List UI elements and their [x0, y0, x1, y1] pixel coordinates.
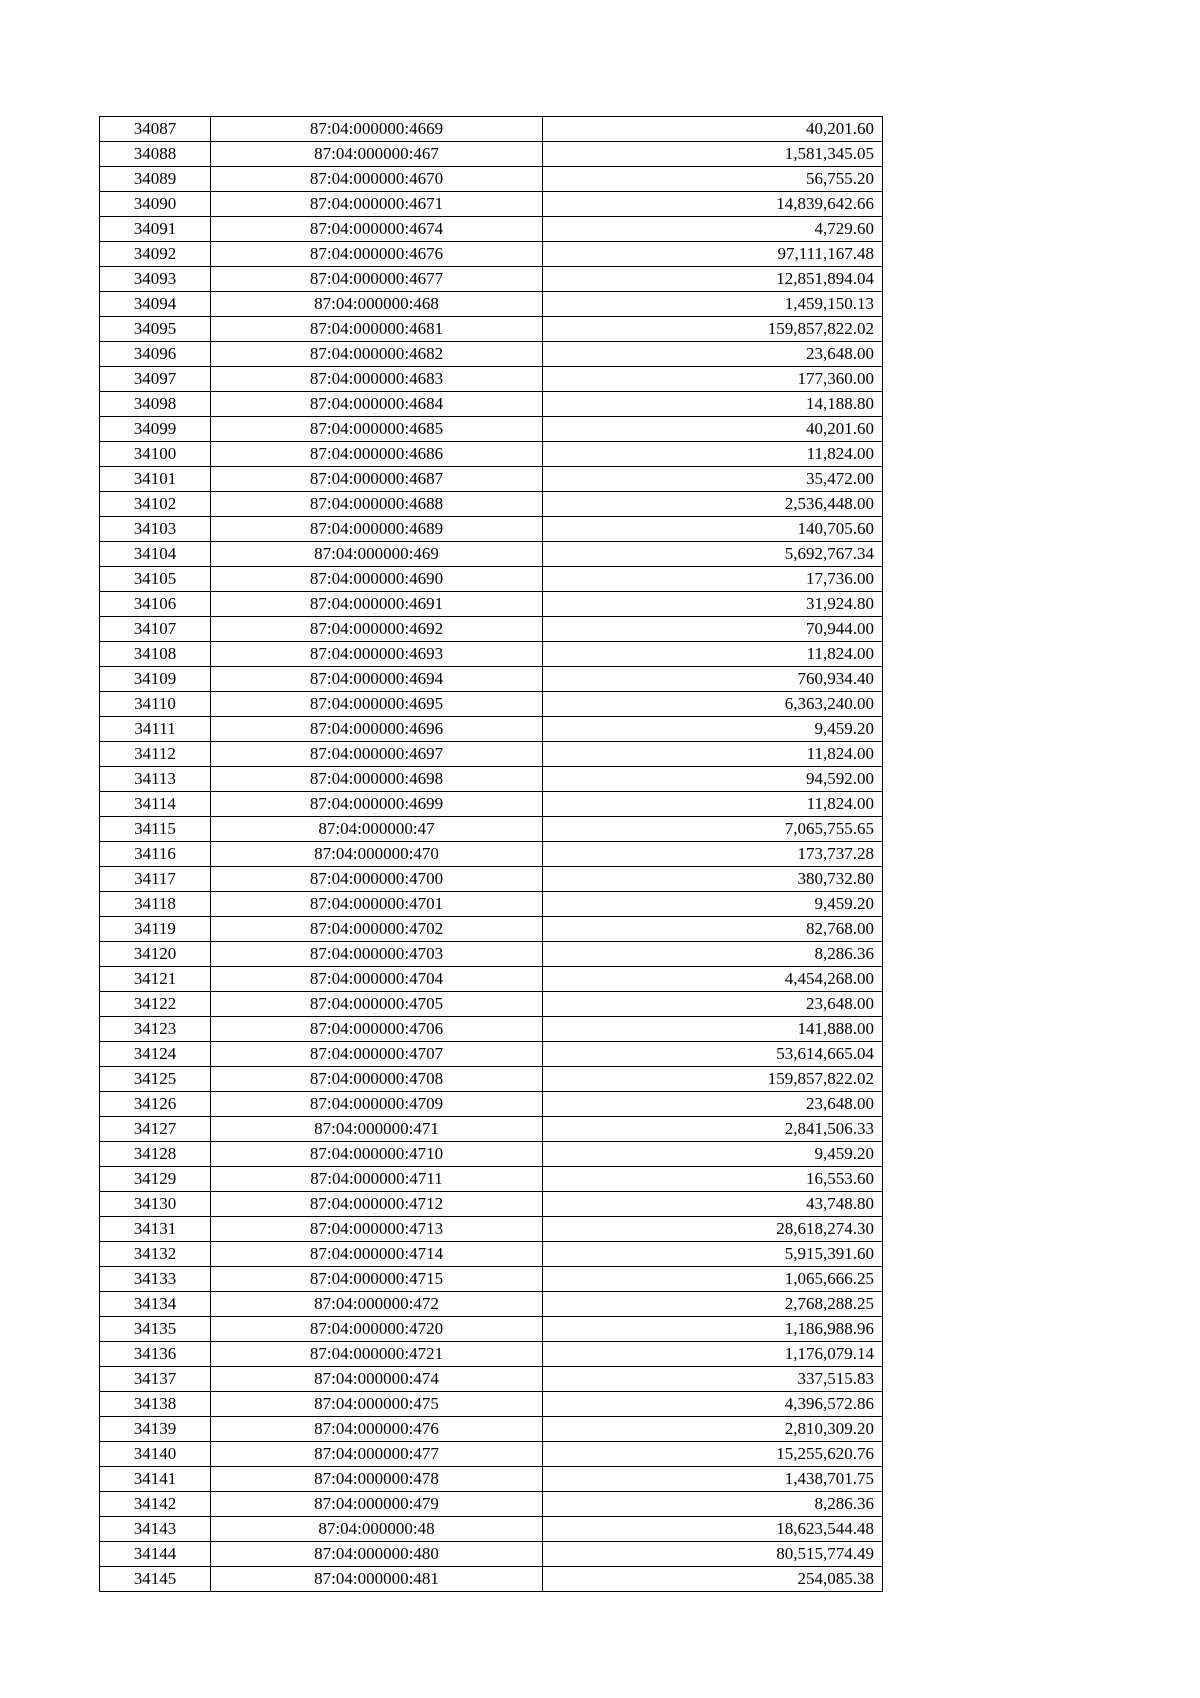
- cadastral-number-cell: 87:04:000000:470: [211, 842, 543, 867]
- cadastral-number-cell: 87:04:000000:4721: [211, 1342, 543, 1367]
- table-row: [100, 1242, 883, 1267]
- cadastral-value-cell: 23,648.00: [543, 342, 883, 367]
- row-number-cell: 34099: [100, 417, 211, 442]
- cadastral-value-cell: 5,692,767.34: [543, 542, 883, 567]
- row-number-cell: 34087: [100, 117, 211, 142]
- cadastral-value-cell: 2,841,506.33: [543, 1117, 883, 1142]
- row-number-cell: 34104: [100, 542, 211, 567]
- cadastral-number-cell: 87:04:000000:472: [211, 1292, 543, 1317]
- row-number-cell: 34090: [100, 192, 211, 217]
- row-number-cell: 34115: [100, 817, 211, 842]
- table-row: [100, 1067, 883, 1092]
- cadastral-number-cell: 87:04:000000:474: [211, 1367, 543, 1392]
- table-row: [100, 1367, 883, 1392]
- cadastral-number-cell: 87:04:000000:4670: [211, 167, 543, 192]
- table-row: [100, 892, 883, 917]
- table-row: [100, 1142, 883, 1167]
- row-number-cell: 34143: [100, 1517, 211, 1542]
- cadastral-number-cell: 87:04:000000:4696: [211, 717, 543, 742]
- cadastral-value-cell: 2,536,448.00: [543, 492, 883, 517]
- cadastral-value-cell: 8,286.36: [543, 942, 883, 967]
- cadastral-number-cell: 87:04:000000:4694: [211, 667, 543, 692]
- row-number-cell: 34110: [100, 692, 211, 717]
- cadastral-value-cell: 177,360.00: [543, 367, 883, 392]
- cadastral-number-cell: 87:04:000000:4705: [211, 992, 543, 1017]
- cadastral-number-cell: 87:04:000000:4713: [211, 1217, 543, 1242]
- row-number-cell: 34102: [100, 492, 211, 517]
- row-number-cell: 34108: [100, 642, 211, 667]
- cadastral-number-cell: 87:04:000000:476: [211, 1417, 543, 1442]
- row-number-cell: 34141: [100, 1467, 211, 1492]
- cadastral-value-cell: 11,824.00: [543, 442, 883, 467]
- cadastral-number-cell: 87:04:000000:4689: [211, 517, 543, 542]
- row-number-cell: 34136: [100, 1342, 211, 1367]
- row-number-cell: 34128: [100, 1142, 211, 1167]
- table-row: [100, 767, 883, 792]
- row-number-cell: 34123: [100, 1017, 211, 1042]
- cadastral-value-cell: 56,755.20: [543, 167, 883, 192]
- table-row: [100, 1567, 883, 1592]
- cadastral-number-cell: 87:04:000000:4707: [211, 1042, 543, 1067]
- cadastral-value-cell: 23,648.00: [543, 992, 883, 1017]
- row-number-cell: 34114: [100, 792, 211, 817]
- cadastral-number-cell: 87:04:000000:467: [211, 142, 543, 167]
- row-number-cell: 34127: [100, 1117, 211, 1142]
- cadastral-number-cell: 87:04:000000:4712: [211, 1192, 543, 1217]
- cadastral-number-cell: 87:04:000000:4704: [211, 967, 543, 992]
- cadastral-value-table: [99, 116, 883, 1592]
- cadastral-number-cell: 87:04:000000:4703: [211, 942, 543, 967]
- cadastral-value-cell: 5,915,391.60: [543, 1242, 883, 1267]
- cadastral-value-cell: 140,705.60: [543, 517, 883, 542]
- row-number-cell: 34113: [100, 767, 211, 792]
- row-number-cell: 34130: [100, 1192, 211, 1217]
- table-row: [100, 117, 883, 142]
- table-row: [100, 242, 883, 267]
- cadastral-value-cell: 40,201.60: [543, 417, 883, 442]
- cadastral-number-cell: 87:04:000000:47: [211, 817, 543, 842]
- table-row: [100, 517, 883, 542]
- row-number-cell: 34111: [100, 717, 211, 742]
- row-number-cell: 34119: [100, 917, 211, 942]
- cadastral-number-cell: 87:04:000000:4697: [211, 742, 543, 767]
- row-number-cell: 34107: [100, 617, 211, 642]
- table-row: [100, 617, 883, 642]
- cadastral-value-cell: 1,438,701.75: [543, 1467, 883, 1492]
- table-row: [100, 467, 883, 492]
- table-row: [100, 1117, 883, 1142]
- cadastral-value-cell: 15,255,620.76: [543, 1442, 883, 1467]
- table-row: [100, 417, 883, 442]
- row-number-cell: 34105: [100, 567, 211, 592]
- cadastral-number-cell: 87:04:000000:4711: [211, 1167, 543, 1192]
- row-number-cell: 34109: [100, 667, 211, 692]
- cadastral-value-cell: 173,737.28: [543, 842, 883, 867]
- cadastral-number-cell: 87:04:000000:48: [211, 1517, 543, 1542]
- table-row: [100, 867, 883, 892]
- row-number-cell: 34142: [100, 1492, 211, 1517]
- table-row: [100, 392, 883, 417]
- row-number-cell: 34098: [100, 392, 211, 417]
- cadastral-value-cell: 7,065,755.65: [543, 817, 883, 842]
- cadastral-value-cell: 9,459.20: [543, 892, 883, 917]
- cadastral-value-cell: 4,454,268.00: [543, 967, 883, 992]
- row-number-cell: 34103: [100, 517, 211, 542]
- cadastral-value-cell: 28,618,274.30: [543, 1217, 883, 1242]
- cadastral-value-cell: 43,748.80: [543, 1192, 883, 1217]
- table-row: [100, 1217, 883, 1242]
- cadastral-value-cell: 4,396,572.86: [543, 1392, 883, 1417]
- cadastral-value-cell: 159,857,822.02: [543, 317, 883, 342]
- table-row: [100, 567, 883, 592]
- cadastral-value-cell: 337,515.83: [543, 1367, 883, 1392]
- cadastral-value-cell: 11,824.00: [543, 642, 883, 667]
- row-number-cell: 34134: [100, 1292, 211, 1317]
- table-row: [100, 367, 883, 392]
- row-number-cell: 34122: [100, 992, 211, 1017]
- table-row: [100, 1167, 883, 1192]
- cadastral-number-cell: 87:04:000000:4681: [211, 317, 543, 342]
- row-number-cell: 34101: [100, 467, 211, 492]
- cadastral-value-cell: 1,065,666.25: [543, 1267, 883, 1292]
- cadastral-number-cell: 87:04:000000:4676: [211, 242, 543, 267]
- cadastral-number-cell: 87:04:000000:4671: [211, 192, 543, 217]
- row-number-cell: 34091: [100, 217, 211, 242]
- row-number-cell: 34131: [100, 1217, 211, 1242]
- table-row: [100, 792, 883, 817]
- row-number-cell: 34097: [100, 367, 211, 392]
- cadastral-value-cell: 14,188.80: [543, 392, 883, 417]
- table-row: [100, 717, 883, 742]
- row-number-cell: 34129: [100, 1167, 211, 1192]
- row-number-cell: 34106: [100, 592, 211, 617]
- cadastral-number-cell: 87:04:000000:4714: [211, 1242, 543, 1267]
- table-row: [100, 192, 883, 217]
- table-row: [100, 1042, 883, 1067]
- row-number-cell: 34132: [100, 1242, 211, 1267]
- cadastral-number-cell: 87:04:000000:4706: [211, 1017, 543, 1042]
- cadastral-number-cell: 87:04:000000:475: [211, 1392, 543, 1417]
- cadastral-value-cell: 31,924.80: [543, 592, 883, 617]
- cadastral-number-cell: 87:04:000000:4688: [211, 492, 543, 517]
- row-number-cell: 34088: [100, 142, 211, 167]
- table-row: [100, 967, 883, 992]
- table-body: [100, 117, 883, 1592]
- table-row: [100, 1292, 883, 1317]
- table-row: [100, 217, 883, 242]
- cadastral-number-cell: 87:04:000000:4691: [211, 592, 543, 617]
- row-number-cell: 34125: [100, 1067, 211, 1092]
- table-row: [100, 1317, 883, 1342]
- table-row: [100, 142, 883, 167]
- cadastral-value-cell: 6,363,240.00: [543, 692, 883, 717]
- row-number-cell: 34096: [100, 342, 211, 367]
- cadastral-number-cell: 87:04:000000:4701: [211, 892, 543, 917]
- cadastral-number-cell: 87:04:000000:479: [211, 1492, 543, 1517]
- cadastral-value-cell: 18,623,544.48: [543, 1517, 883, 1542]
- table-row: [100, 492, 883, 517]
- cadastral-value-cell: 17,736.00: [543, 567, 883, 592]
- row-number-cell: 34135: [100, 1317, 211, 1342]
- cadastral-value-cell: 1,186,988.96: [543, 1317, 883, 1342]
- table-row: [100, 592, 883, 617]
- cadastral-number-cell: 87:04:000000:4674: [211, 217, 543, 242]
- table-row: [100, 342, 883, 367]
- row-number-cell: 34100: [100, 442, 211, 467]
- row-number-cell: 34117: [100, 867, 211, 892]
- table-row: [100, 842, 883, 867]
- cadastral-value-cell: 35,472.00: [543, 467, 883, 492]
- cadastral-number-cell: 87:04:000000:4690: [211, 567, 543, 592]
- row-number-cell: 34145: [100, 1567, 211, 1592]
- table-row: [100, 1467, 883, 1492]
- cadastral-number-cell: 87:04:000000:4700: [211, 867, 543, 892]
- table-row: [100, 1542, 883, 1567]
- cadastral-number-cell: 87:04:000000:480: [211, 1542, 543, 1567]
- row-number-cell: 34126: [100, 1092, 211, 1117]
- row-number-cell: 34118: [100, 892, 211, 917]
- row-number-cell: 34093: [100, 267, 211, 292]
- cadastral-value-cell: 159,857,822.02: [543, 1067, 883, 1092]
- row-number-cell: 34121: [100, 967, 211, 992]
- cadastral-value-cell: 70,944.00: [543, 617, 883, 642]
- cadastral-value-cell: 23,648.00: [543, 1092, 883, 1117]
- cadastral-value-cell: 16,553.60: [543, 1167, 883, 1192]
- cadastral-value-cell: 14,839,642.66: [543, 192, 883, 217]
- cadastral-number-cell: 87:04:000000:477: [211, 1442, 543, 1467]
- table-row: [100, 742, 883, 767]
- cadastral-value-cell: 94,592.00: [543, 767, 883, 792]
- table-row: [100, 692, 883, 717]
- table-row: [100, 1442, 883, 1467]
- table-row: [100, 1017, 883, 1042]
- cadastral-number-cell: 87:04:000000:4682: [211, 342, 543, 367]
- row-number-cell: 34133: [100, 1267, 211, 1292]
- row-number-cell: 34140: [100, 1442, 211, 1467]
- table-row: [100, 917, 883, 942]
- table-row: [100, 292, 883, 317]
- table-row: [100, 942, 883, 967]
- table-row: [100, 1342, 883, 1367]
- table-row: [100, 992, 883, 1017]
- row-number-cell: 34138: [100, 1392, 211, 1417]
- table-row: [100, 167, 883, 192]
- row-number-cell: 34112: [100, 742, 211, 767]
- cadastral-value-cell: 2,810,309.20: [543, 1417, 883, 1442]
- cadastral-number-cell: 87:04:000000:4684: [211, 392, 543, 417]
- row-number-cell: 34095: [100, 317, 211, 342]
- cadastral-number-cell: 87:04:000000:4715: [211, 1267, 543, 1292]
- cadastral-number-cell: 87:04:000000:4698: [211, 767, 543, 792]
- cadastral-value-cell: 760,934.40: [543, 667, 883, 692]
- cadastral-number-cell: 87:04:000000:4686: [211, 442, 543, 467]
- cadastral-number-cell: 87:04:000000:4702: [211, 917, 543, 942]
- cadastral-value-cell: 8,286.36: [543, 1492, 883, 1517]
- cadastral-number-cell: 87:04:000000:468: [211, 292, 543, 317]
- cadastral-number-cell: 87:04:000000:4693: [211, 642, 543, 667]
- cadastral-value-cell: 40,201.60: [543, 117, 883, 142]
- table-row: [100, 817, 883, 842]
- table-row: [100, 317, 883, 342]
- cadastral-value-cell: 97,111,167.48: [543, 242, 883, 267]
- cadastral-number-cell: 87:04:000000:4710: [211, 1142, 543, 1167]
- cadastral-number-cell: 87:04:000000:4708: [211, 1067, 543, 1092]
- row-number-cell: 34124: [100, 1042, 211, 1067]
- cadastral-number-cell: 87:04:000000:4709: [211, 1092, 543, 1117]
- table-row: [100, 267, 883, 292]
- table-row: [100, 1492, 883, 1517]
- cadastral-number-cell: 87:04:000000:478: [211, 1467, 543, 1492]
- table-row: [100, 642, 883, 667]
- row-number-cell: 34139: [100, 1417, 211, 1442]
- cadastral-number-cell: 87:04:000000:4695: [211, 692, 543, 717]
- table-row: [100, 1417, 883, 1442]
- cadastral-value-cell: 2,768,288.25: [543, 1292, 883, 1317]
- row-number-cell: 34089: [100, 167, 211, 192]
- table-row: [100, 667, 883, 692]
- cadastral-value-cell: 9,459.20: [543, 717, 883, 742]
- cadastral-value-cell: 141,888.00: [543, 1017, 883, 1042]
- cadastral-value-cell: 80,515,774.49: [543, 1542, 883, 1567]
- cadastral-value-cell: 1,459,150.13: [543, 292, 883, 317]
- cadastral-number-cell: 87:04:000000:4685: [211, 417, 543, 442]
- table-row: [100, 1092, 883, 1117]
- cadastral-value-cell: 82,768.00: [543, 917, 883, 942]
- cadastral-number-cell: 87:04:000000:4683: [211, 367, 543, 392]
- cadastral-value-cell: 11,824.00: [543, 742, 883, 767]
- cadastral-value-cell: 1,581,345.05: [543, 142, 883, 167]
- table-row: [100, 1517, 883, 1542]
- table-row: [100, 1392, 883, 1417]
- table-row: [100, 542, 883, 567]
- row-number-cell: 34120: [100, 942, 211, 967]
- cadastral-value-cell: 9,459.20: [543, 1142, 883, 1167]
- row-number-cell: 34094: [100, 292, 211, 317]
- cadastral-number-cell: 87:04:000000:481: [211, 1567, 543, 1592]
- row-number-cell: 34144: [100, 1542, 211, 1567]
- cadastral-number-cell: 87:04:000000:4720: [211, 1317, 543, 1342]
- row-number-cell: 34116: [100, 842, 211, 867]
- table-row: [100, 1267, 883, 1292]
- table-row: [100, 442, 883, 467]
- cadastral-number-cell: 87:04:000000:4669: [211, 117, 543, 142]
- table-row: [100, 1192, 883, 1217]
- row-number-cell: 34137: [100, 1367, 211, 1392]
- cadastral-number-cell: 87:04:000000:4692: [211, 617, 543, 642]
- cadastral-value-cell: 254,085.38: [543, 1567, 883, 1592]
- cadastral-number-cell: 87:04:000000:4677: [211, 267, 543, 292]
- cadastral-value-cell: 53,614,665.04: [543, 1042, 883, 1067]
- cadastral-value-cell: 1,176,079.14: [543, 1342, 883, 1367]
- cadastral-number-cell: 87:04:000000:4687: [211, 467, 543, 492]
- cadastral-number-cell: 87:04:000000:469: [211, 542, 543, 567]
- cadastral-value-cell: 12,851,894.04: [543, 267, 883, 292]
- cadastral-number-cell: 87:04:000000:471: [211, 1117, 543, 1142]
- cadastral-value-cell: 4,729.60: [543, 217, 883, 242]
- row-number-cell: 34092: [100, 242, 211, 267]
- cadastral-value-cell: 11,824.00: [543, 792, 883, 817]
- cadastral-number-cell: 87:04:000000:4699: [211, 792, 543, 817]
- cadastral-value-cell: 380,732.80: [543, 867, 883, 892]
